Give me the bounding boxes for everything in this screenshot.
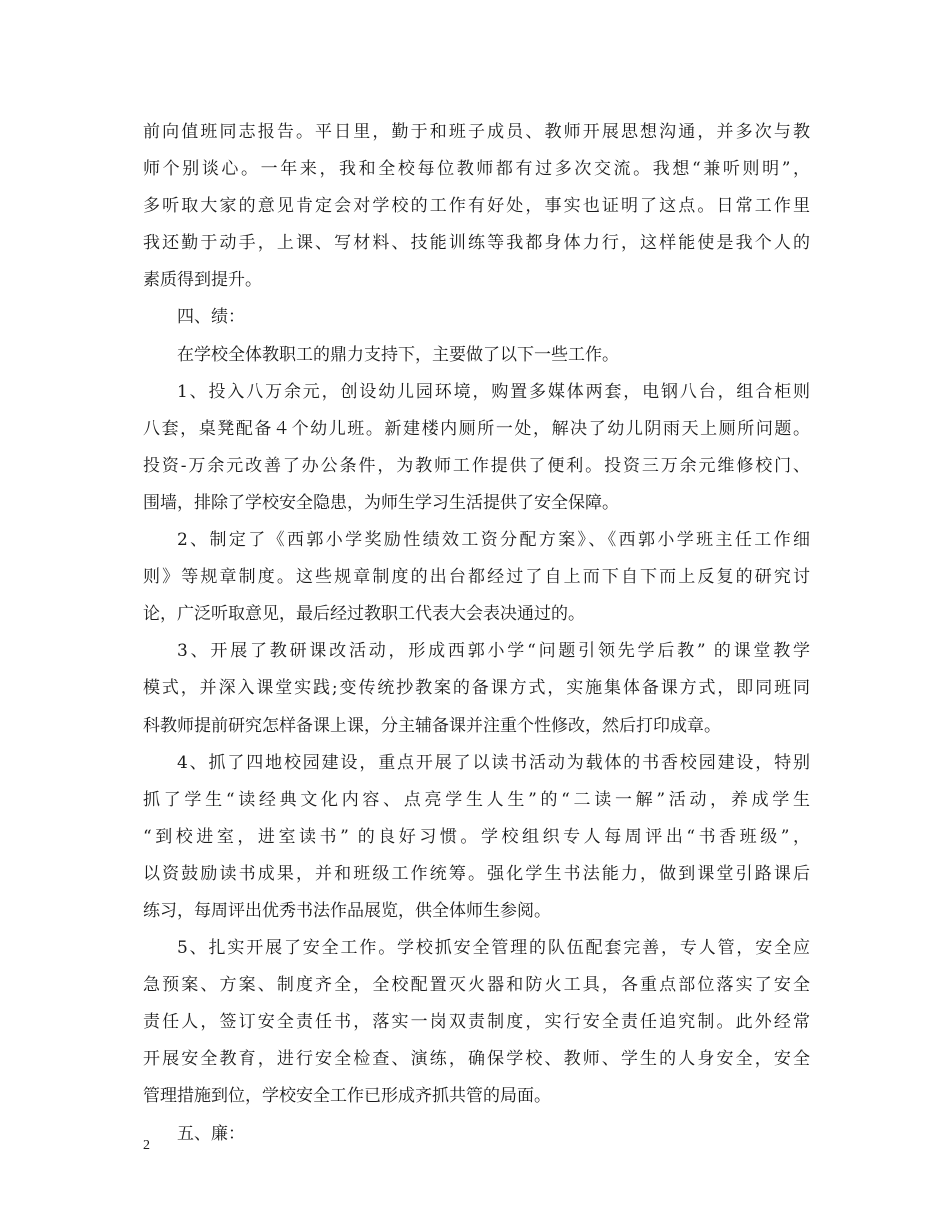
text-line: 素质得到提升。 — [143, 270, 262, 291]
text-line: 多听取大家的意见肯定会对学校的工作有好处，事实也证明了这点。日常工作里 — [143, 196, 810, 217]
text-line: 四、绩： — [177, 307, 245, 328]
text-line: 管理措施到位，学校安全工作已形成齐抓共管的局面。 — [143, 1086, 551, 1107]
text-line: 则》等规章制度。这些规章制度的出台都经过了自上而下自下而上反复的研究讨 — [143, 567, 810, 588]
text-line: 开展安全教育，进行安全检查、演练，确保学校、教师、学生的人身安全，安全 — [143, 1049, 810, 1070]
text-line: 五、廉： — [177, 1123, 245, 1144]
text-line: 3、开展了教研课改活动，形成西郭小学“问题引领先学后教” 的课堂教学 — [177, 641, 810, 662]
text-line: 围墙，排除了学校安全隐患，为师生学习生活提供了安全保障。 — [143, 492, 619, 513]
text-line: 科教师提前研究怎样备课上课，分主辅备课并注重个性修改，然后打印成章。 — [143, 715, 721, 736]
text-line: “到校进室，进室读书” 的良好习惯。学校组织专人每周评出“书香班级”， — [143, 826, 810, 847]
text-line: 论，广泛听取意见，最后经过教职工代表大会表决通过的。 — [143, 604, 585, 625]
text-line: 在学校全体教职工的鼎力支持下，主要做了以下一些工作。 — [177, 344, 619, 365]
document-body — [143, 114, 810, 1153]
text-line: 4、抓了四地校园建设，重点开展了以读书活动为载体的书香校园建设，特别 — [177, 752, 810, 773]
text-line: 1、投入八万余元，创设幼儿园环境，购置多媒体两套，电钢八台，组合柜则 — [177, 381, 810, 402]
text-line: 八套，桌凳配备４个幼儿班。新建楼内厕所一处，解决了幼儿阴雨天上厕所问题。 — [143, 418, 810, 439]
text-line: 练习，每周评出优秀书法作品展览，供全体师生参阅。 — [143, 900, 551, 921]
text-line: 模式，并深入课堂实践;变传统抄教案的备课方式，实施集体备课方式，即同班同 — [143, 678, 810, 699]
text-line: 5、扎实开展了安全工作。学校抓安全管理的队伍配套完善，专人管，安全应 — [177, 938, 810, 959]
page-number: 2 — [143, 1138, 150, 1153]
text-line: 急预案、方案、制度齐全，全校配置灭火器和防火工具，各重点部位落实了安全 — [143, 975, 810, 996]
text-line: 2、制定了《西郭小学奖励性绩效工资分配方案》、《西郭小学班主任工作细 — [177, 530, 810, 551]
text-line: 以资鼓励读书成果，并和班级工作统筹。强化学生书法能力，做到课堂引路课后 — [143, 863, 810, 884]
text-line: 师个别谈心。一年来，我和全校每位教师都有过多次交流。我想“兼听则明”， — [143, 159, 810, 180]
text-line: 投资-万余元改善了办公条件，为教师工作提供了便利。投资三万余元维修校门、 — [143, 455, 810, 476]
text-line: 抓了学生“读经典文化内容、点亮学生人生”的“二读一解”活动，养成学生 — [143, 789, 810, 810]
text-line: 我还勤于动手，上课、写材料、技能训练等我都身体力行，这样能使是我个人的 — [143, 233, 810, 254]
text-line: 前向值班同志报告。平日里，勤于和班子成员、教师开展思想沟通，并多次与教 — [143, 122, 810, 142]
text-line: 责任人，签订安全责任书，落实一岗双责制度，实行安全责任追究制。此外经常 — [143, 1012, 810, 1033]
